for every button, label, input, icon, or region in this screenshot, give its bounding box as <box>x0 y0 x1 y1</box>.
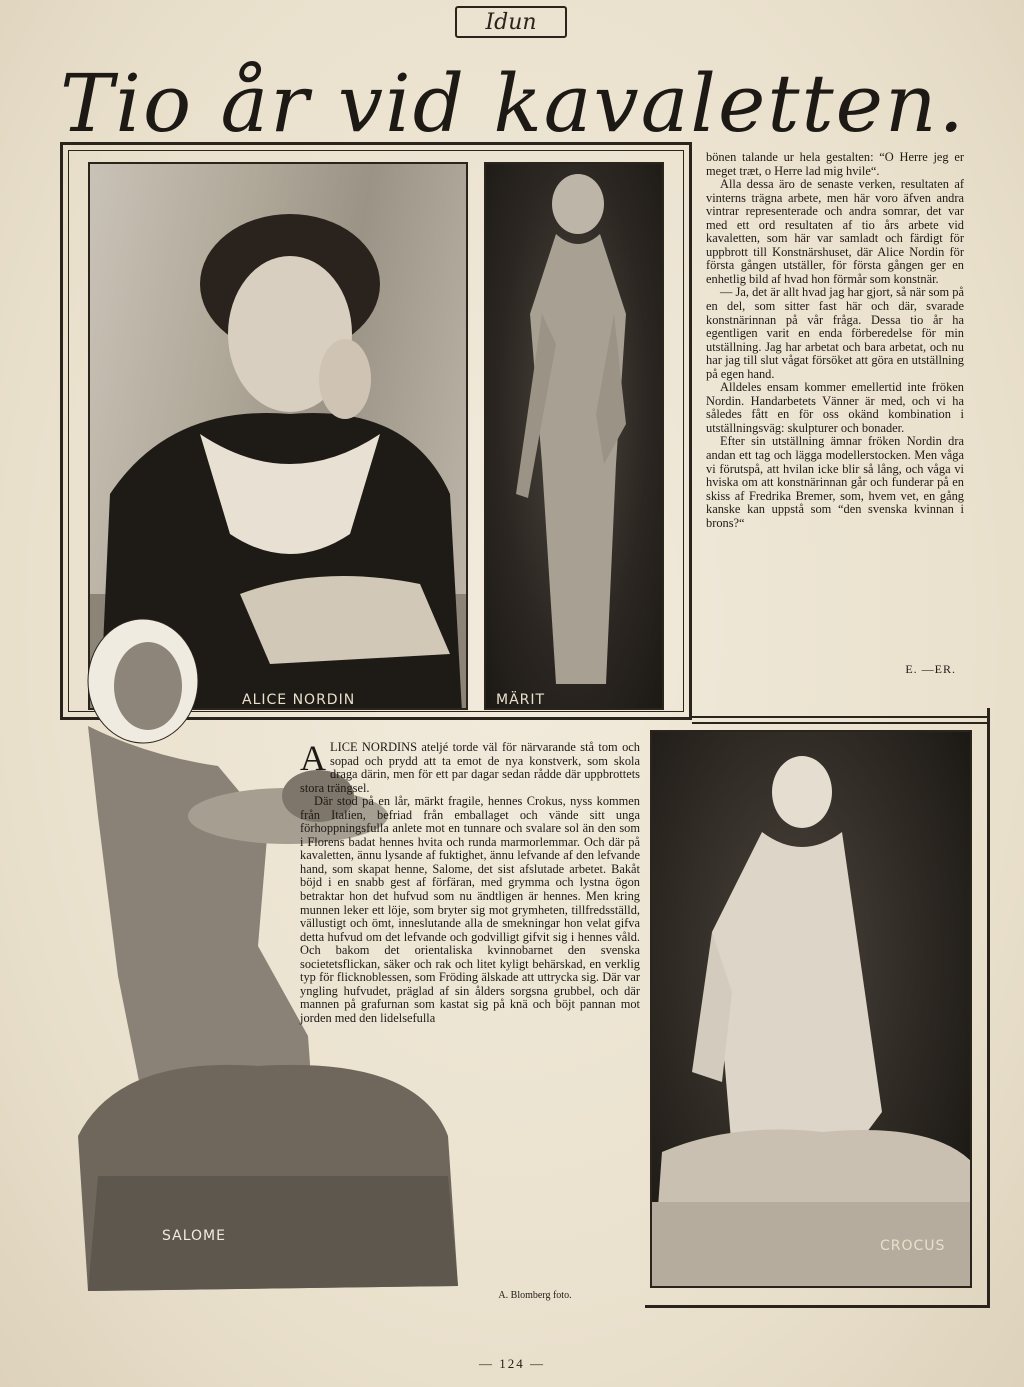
right-text-column <box>706 151 964 530</box>
statue-marit-photo <box>484 162 664 710</box>
headline: Tio år vid kavaletten. <box>60 57 966 150</box>
drop-cap: A <box>300 738 326 778</box>
main-paragraph: Där stod på en lår, märkt fragile, hennes Crokus, nyss kommen från Italien, befriad från emballaget och vände sitt unga förhoppningsfulla anlete mot en tunnare och svalare sol än den som i Florens badat hennes hvita och runda marmorlemmar. Och där på kavaletten, ännu lysande af fuktighet, ännu lefvande af den lefvande hand, som skapat henne, Salome, det sist afslutade arbetet. Bakåt böjd i en snabb gest af förfäran, med grymma och lystna ögon betraktar hon det hufvud som nu ändtligen är hennes. Men kring munnen leker ett löje, som bryter sig mot grymheten, tillfredsställd, vällustigt och ömt, inneslutande alla de smekningar hon velat gifva detta hufvud om det lefvande och godvilligt gifvit sig i hennes våld. Och bakom det orientaliska kvinnobarnet den svenska societetsflickan, säker och rak och litet kyligt behärskad, en verklig typ för flicknoblessen, som Fröding älskade att uttrycka sig. Där var yngling hufvudet, präglad af sin ålders sorgsna grubbel, och där mannen på grafurnan som kastat sig på knä och böjt pannan mot jorden med den lidelsefulla <box>300 794 640 1025</box>
statue-salome-caption: SALOME <box>162 1228 226 1244</box>
statue-crocus-illustration <box>652 732 972 1288</box>
author-signature: E. —ER. <box>905 662 956 676</box>
portrait-caption: ALICE NORDIN <box>242 692 356 708</box>
statue-crocus-caption: CROCUS <box>880 1238 946 1254</box>
frame-divider <box>692 716 990 718</box>
main-paragraph: LICE NORDINS ateljé torde väl för närvarande stå tom och sopad och prydd att ta emot de nya konstverk, som skola draga därin, men för ett par dagar sedan rådde där uppbrottets stora trängsel. <box>300 740 640 795</box>
page-number: — 124 — <box>479 1356 545 1371</box>
right-paragraph: Alla dessa äro de senaste verken, resultaten af vinterns trägna arbete, men här voro äfven andra vintrar representerade och andra somrar, det var med ett ord resultaten af tio års arbete vid kavaletten, som här var samladt och färdigt för uppbrott till Konstnärshuset, där Alice Nordin för första gången utställer, för första gången ger en enhetlig bild af hvad hon förmår som konstnär. <box>706 177 964 286</box>
frame-divider <box>692 722 990 724</box>
statue-marit-illustration <box>486 164 664 710</box>
right-paragraph: Efter sin utställning ämnar fröken Nordin dra andan ett tag och lägga modellerstocken. Men våga vi förutspå, att hvilan icke blir så lång, och våga vi hviska om att konstnärinnan går och funderar på en skiss af Fredrika Bremer, som, hvem vet, en gång kanske kan uppstå som “den svenska kvinnan i brons?“ <box>706 434 964 530</box>
photo-credit: A. Blomberg foto. <box>498 1290 572 1301</box>
main-text-column <box>300 738 640 1025</box>
right-paragraph: — Ja, det är allt hvad jag har gjort, så när som på en del, som sitter fast här och där, svarade konstnärinnan på vår fråga. Dessa tio år ha egentligen varit en enda förberedelse för min utställning. Jag har arbetat och bara arbetat, och nu har jag till slut vågat försöket att göra en utställning på egen hand. <box>706 285 964 381</box>
right-paragraph: bönen talande ur hela gestalten: “O Herre jeg er meget træt, o Herre lad mig hvile“. <box>706 150 964 178</box>
statue-marit-caption: MÄRIT <box>496 692 546 708</box>
right-paragraph: Alldeles ensam kommer emellertid inte fröken Nordin. Handarbetets Vänner är med, och vi ha således fått en för oss okänd kombination i utställningsväg: skulpturer och bonader. <box>706 380 964 435</box>
statue-crocus-photo <box>650 730 972 1288</box>
masthead-label: Idun <box>455 6 567 38</box>
